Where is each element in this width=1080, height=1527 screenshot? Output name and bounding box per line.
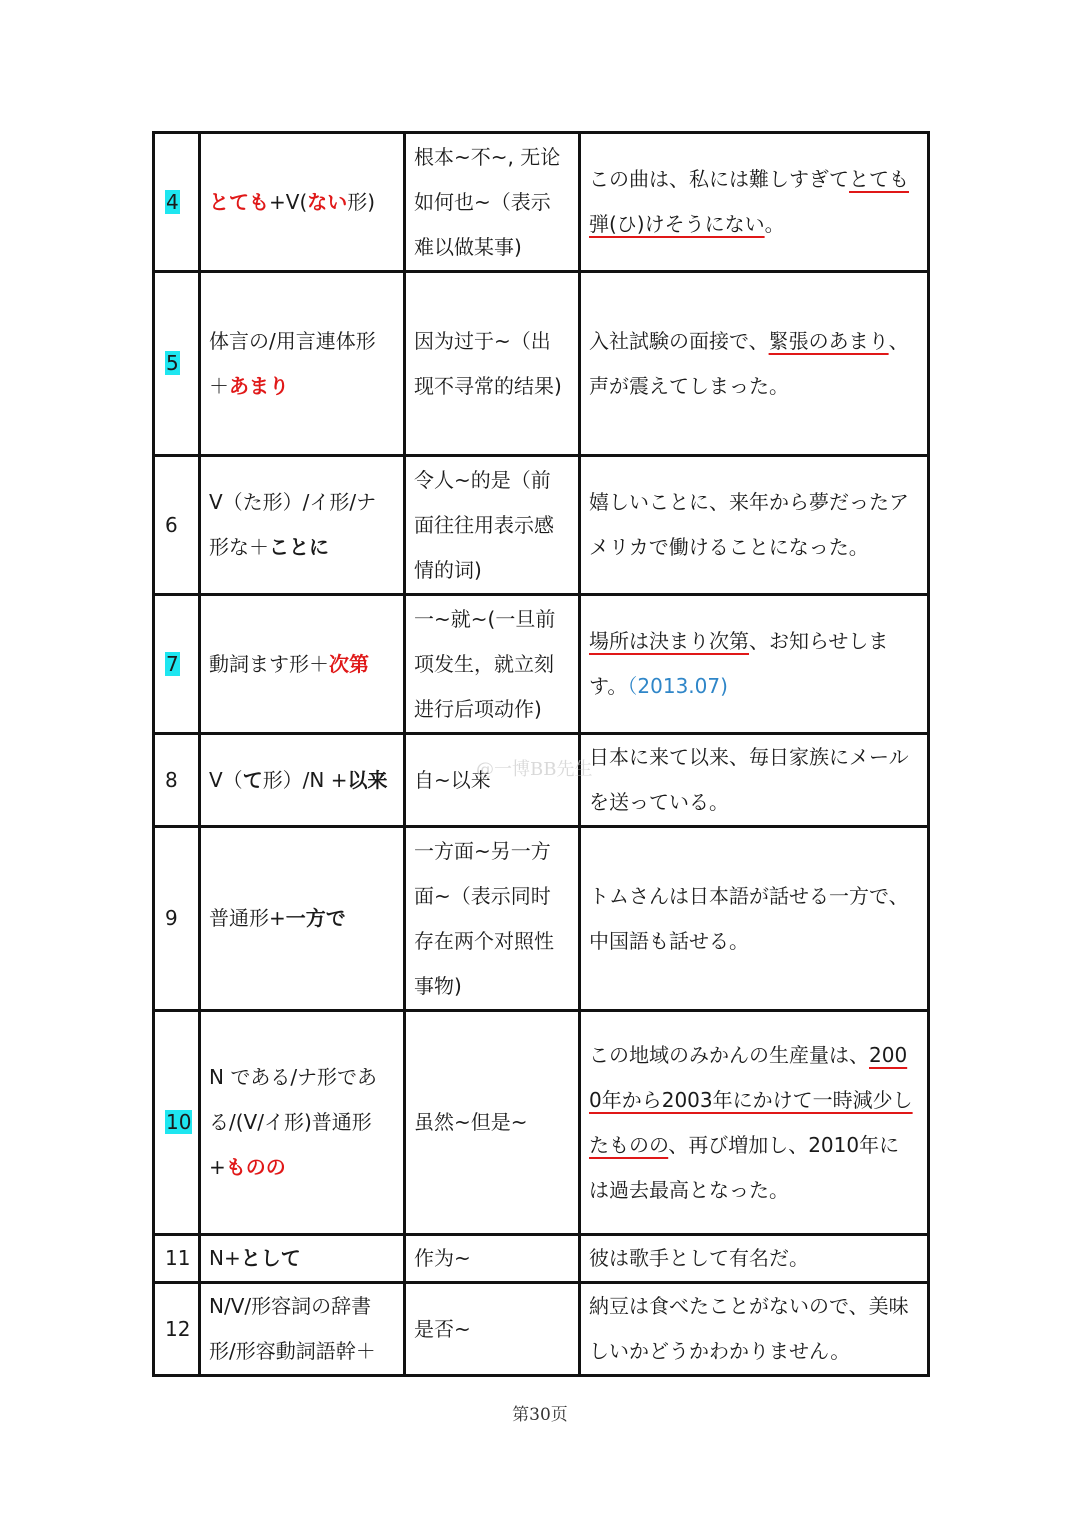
row-number: 9 (165, 906, 178, 930)
example-cell-segment: 嬉しいことに、来年から夢だったアメリカで働けることになった。 (589, 490, 909, 559)
table-row (154, 1235, 929, 1283)
example-cell-segment: 入社試験の面接で、 (589, 328, 769, 353)
pattern-cell-segment: 一方で (285, 906, 346, 930)
pattern-cell-segment: +V( (269, 189, 308, 214)
meaning-cell: 是否~ (405, 1283, 580, 1376)
pattern-cell-segment: 動詞ます形＋ (209, 651, 329, 676)
pattern-cell-segment: ない (307, 189, 348, 214)
example-cell (580, 595, 929, 734)
table-row (154, 827, 929, 1011)
pattern-cell (200, 827, 405, 1011)
pattern-cell-segment: あまり (229, 373, 289, 398)
meaning-cell: 根本~不~, 无论如何也~（表示难以做某事) (405, 133, 580, 272)
row-number-cell (154, 456, 200, 595)
page-number: 第30页 (512, 1405, 568, 1425)
example-cell-segment: 、再び増加し、2010年には過去最高となった。 (589, 1132, 900, 1202)
meaning-cell: 自~以来 (405, 734, 580, 827)
row-number: 11 (165, 1246, 191, 1270)
pattern-cell-segment: N+ (209, 1246, 241, 1270)
example-cell-segment: とても弾(ひ)けそうにない (589, 167, 909, 236)
row-number-cell (154, 595, 200, 734)
example-cell-segment: 彼は歌手として有名だ。 (589, 1246, 809, 1270)
meaning-cell: 一方面~另一方面~（表示同时存在两个对照性事物) (405, 827, 580, 1011)
row-number-cell (154, 734, 200, 827)
pattern-cell-segment: V（た形）/イ形/ナ形な＋ (209, 490, 377, 559)
table-row (154, 456, 929, 595)
row-number: 12 (165, 1316, 191, 1341)
pattern-cell-segment: N/V/形容詞の辞書形/形容動詞語幹＋ (209, 1294, 376, 1363)
meaning-cell: 作为~ (405, 1235, 580, 1283)
row-number-cell (154, 1235, 200, 1283)
example-cell-segment: 日本に来て以来、毎日家族にメールを送っている。 (589, 745, 909, 814)
grammar-table-body (154, 133, 929, 1376)
pattern-cell-segment: 形）/N + (262, 767, 348, 792)
example-cell-segment: 、声が震えてしまった。 (589, 328, 909, 398)
example-cell (580, 1283, 929, 1376)
pattern-cell-segment: N である/ナ形である/(V/イ形)普通形 + (209, 1065, 378, 1179)
meaning-cell: 令人~的是（前面往往用表示感情的词) (405, 456, 580, 595)
example-cell (580, 827, 929, 1011)
pattern-cell (200, 734, 405, 827)
example-cell-segment: 場所は決まり次第 (589, 629, 749, 653)
example-cell (580, 1235, 929, 1283)
row-number-cell (154, 133, 200, 272)
table-row (154, 1011, 929, 1235)
example-cell (580, 1011, 929, 1235)
pattern-cell (200, 272, 405, 456)
pattern-cell-segment: 形) (347, 189, 376, 214)
row-number-cell (154, 272, 200, 456)
watermark: @一博BB先生 (476, 759, 593, 780)
row-number: 7 (166, 651, 179, 676)
row-number-cell (154, 827, 200, 1011)
example-cell-segment: （2013.07) (627, 674, 728, 698)
pattern-cell (200, 595, 405, 734)
pattern-cell (200, 1283, 405, 1376)
pattern-cell-segment: ものの (225, 1155, 286, 1179)
row-number-cell (154, 1011, 200, 1235)
meaning-cell: 一~就~(一旦前项发生，就立刻进行后项动作) (405, 595, 580, 734)
example-cell-segment: 、お知らせします。 (589, 629, 889, 698)
table-row (154, 595, 929, 734)
meaning-cell: 虽然~但是~ (405, 1011, 580, 1235)
pattern-cell-segment: 体言の/用言連体形 ＋ (209, 328, 376, 398)
example-cell-segment: 。 (764, 212, 785, 236)
meaning-cell: 因为过于~（出现不寻常的结果) (405, 272, 580, 456)
grammar-table (152, 131, 930, 1377)
example-cell (580, 272, 929, 456)
example-cell-segment: この地域のみかんの生産量は、 (589, 1042, 869, 1067)
example-cell (580, 133, 929, 272)
pattern-cell-segment: V（ (209, 767, 243, 792)
example-cell-segment: 2000年から2003年にかけて一時減少したものの (589, 1042, 913, 1157)
row-number: 5 (166, 351, 179, 375)
table-row (154, 133, 929, 272)
pattern-cell-segment: とても (209, 189, 269, 214)
pattern-cell (200, 456, 405, 595)
table-row (154, 272, 929, 456)
example-cell-segment: 納豆は食べたことがないので、美味しいかどうかわかりません。 (589, 1294, 909, 1363)
example-cell-segment: この曲は、私には難しすぎて (589, 167, 849, 191)
pattern-cell-segment: 普通形+ (209, 906, 286, 930)
row-number: 8 (165, 767, 178, 792)
row-number: 4 (166, 189, 179, 214)
example-cell (580, 456, 929, 595)
table-row (154, 1283, 929, 1376)
row-number: 6 (165, 512, 178, 537)
example-cell-segment: 緊張のあまり (768, 328, 889, 353)
pattern-cell-segment: として (240, 1246, 301, 1270)
example-cell (580, 734, 929, 827)
pattern-cell (200, 1235, 405, 1283)
pattern-cell-segment: て (242, 767, 263, 792)
table-row (154, 734, 929, 827)
pattern-cell-segment: ことに (269, 535, 329, 559)
row-number: 10 (166, 1110, 192, 1134)
pattern-cell (200, 133, 405, 272)
pattern-cell (200, 1011, 405, 1235)
pattern-cell-segment: 次第 (329, 651, 369, 676)
pattern-cell-segment: 以来 (347, 767, 388, 792)
example-cell-segment: トムさんは日本語が話せる一方で、中国語も話せる。 (589, 883, 909, 953)
row-number-cell (154, 1283, 200, 1376)
